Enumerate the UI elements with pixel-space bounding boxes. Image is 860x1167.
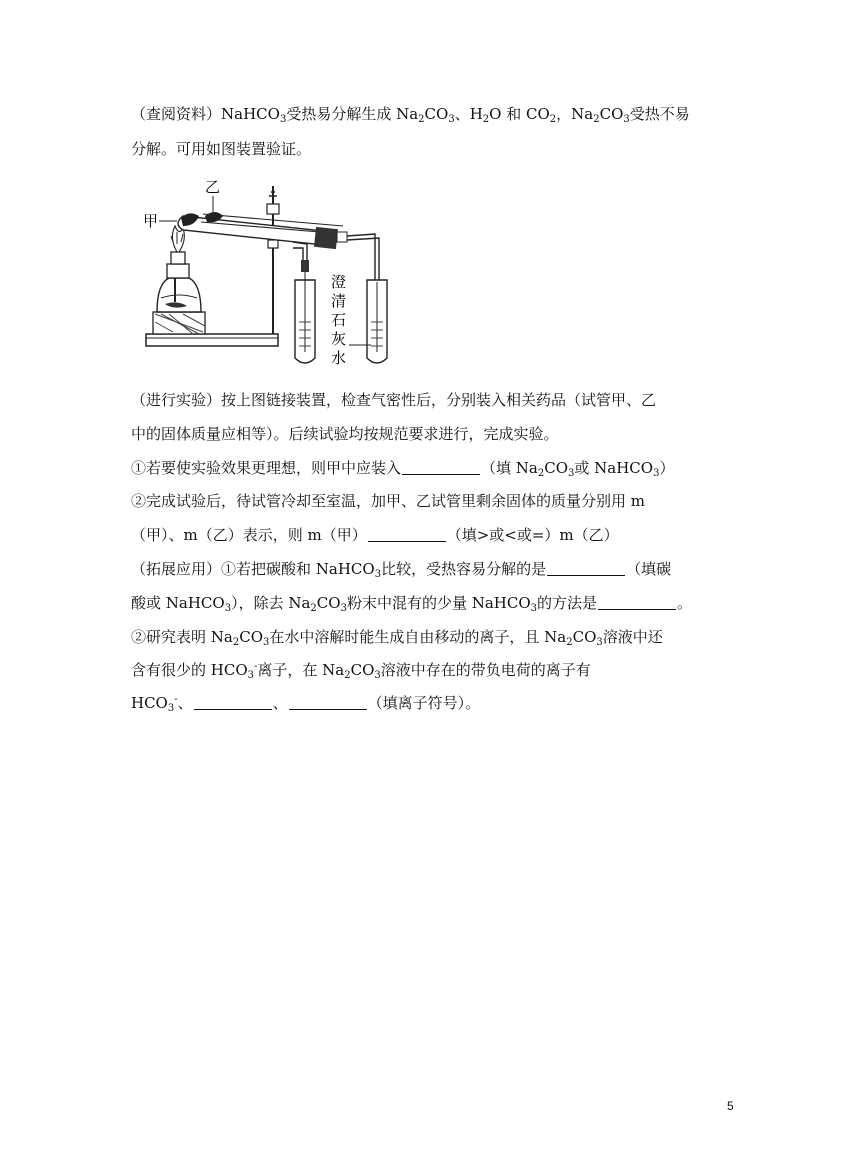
answer-blank-2[interactable] — [368, 527, 446, 542]
delivery-tube-left — [293, 242, 307, 262]
text: 含有很少的 HCO — [131, 661, 248, 679]
text: 比较，受热容易分解的是 — [381, 560, 547, 578]
text: 、H — [454, 105, 483, 123]
text: ，Na — [556, 105, 594, 123]
text: 中的固体质量应相等）。后续试验均按规范要求进行，完成实验。 — [131, 425, 559, 443]
text: ） — [659, 459, 675, 477]
subscript: 3 — [247, 670, 254, 681]
superscript: - — [254, 661, 258, 672]
text: 溶液中还 — [602, 628, 663, 646]
text: CO — [544, 459, 569, 477]
paragraph-line-3 — [131, 390, 656, 410]
subscript: 3 — [374, 569, 382, 580]
subscript: 3 — [653, 468, 660, 479]
subscript: 2 — [593, 114, 600, 125]
text: 受热易分解生成 Na — [286, 105, 419, 123]
page-number: 5 — [727, 1099, 734, 1113]
text: 酸或 NaHCO — [131, 594, 225, 612]
subscript: 2 — [232, 637, 240, 648]
question-1 — [131, 458, 674, 478]
text: （填离子符号）。 — [367, 694, 481, 712]
answer-blank-6[interactable] — [289, 695, 367, 710]
answer-blank-4[interactable] — [598, 595, 676, 610]
label-limewater-2: 清 — [331, 292, 347, 310]
label-limewater-1: 澄 — [331, 273, 347, 291]
text: 。 — [677, 594, 693, 612]
question-3-line-1 — [131, 559, 671, 579]
answer-blank-3[interactable] — [547, 561, 625, 576]
subscript: 3 — [530, 603, 538, 614]
question-4-line-2 — [131, 660, 591, 680]
text: 、 — [272, 694, 288, 712]
answer-blank-5[interactable] — [194, 695, 272, 710]
paragraph-line-4 — [131, 424, 559, 444]
subscript: 3 — [340, 603, 347, 614]
superscript: - — [174, 694, 178, 705]
text: CO — [350, 661, 375, 679]
question-4-line-3 — [131, 693, 480, 713]
text: CO — [599, 105, 624, 123]
text: 分解。可用如图装置验证。 — [131, 140, 312, 158]
subscript: 3 — [568, 468, 575, 479]
subscript: 2 — [310, 603, 317, 614]
text: （进行实验）按上图链接装置，检查气密性后，分别装入相关药品（试管甲、乙 — [131, 391, 657, 409]
question-4-line-1 — [131, 627, 663, 647]
text: ），除去 Na — [231, 594, 311, 612]
text: （填>或<或=）m（乙） — [446, 526, 619, 544]
text: 离子，在 Na — [257, 661, 345, 679]
paragraph-line-2 — [131, 139, 311, 159]
subscript: 3 — [224, 603, 232, 614]
subscript: 3 — [279, 114, 287, 125]
text: CO — [239, 628, 263, 646]
subscript: 2 — [549, 114, 557, 125]
apparatus-diagram — [143, 172, 398, 372]
text: 或 NaHCO — [574, 459, 654, 477]
question-3-line-2 — [131, 593, 692, 613]
delivery-tube-right — [347, 234, 375, 282]
subscript: 2 — [482, 114, 490, 125]
text: CO — [316, 594, 341, 612]
label-jia: 甲 — [143, 212, 159, 230]
subscript: 3 — [623, 114, 630, 125]
subscript: 3 — [167, 703, 175, 714]
subscript: 3 — [448, 114, 455, 125]
subscript: 3 — [263, 637, 270, 648]
text: 在水中溶解时能生成自由移动的离子，且 Na — [269, 628, 567, 646]
text: O 和 CO — [489, 105, 550, 123]
question-2-line-2 — [131, 525, 619, 545]
text: （甲）、m（乙）表示，则 m（甲） — [131, 526, 367, 544]
label-limewater-5: 水 — [331, 349, 347, 367]
text: 粉末中混有的少量 NaHCO — [346, 594, 531, 612]
text: （查阅资料）NaHCO — [131, 105, 280, 123]
stopper — [314, 227, 338, 249]
label-limewater-3: 石 — [331, 311, 347, 329]
subscript: 2 — [344, 670, 351, 681]
subscript: 3 — [596, 637, 603, 648]
text: （填 Na — [481, 459, 538, 477]
label-yi: 乙 — [205, 178, 221, 196]
paragraph-line-1 — [131, 104, 690, 124]
text: 的方法是 — [537, 594, 598, 612]
question-2-line-1 — [131, 491, 645, 511]
subscript: 3 — [374, 670, 381, 681]
subscript: 2 — [566, 637, 573, 648]
text: CO — [572, 628, 597, 646]
subscript: 2 — [537, 468, 545, 479]
answer-blank-1[interactable] — [402, 460, 480, 475]
text: ②完成试验后，待试管冷却至室温，加甲、乙试管里剩余固体的质量分别用 m — [131, 492, 645, 510]
text: （拓展应用）①若把碳酸和 NaHCO — [131, 560, 375, 578]
text: 受热不易 — [629, 105, 690, 123]
label-limewater-4: 灰 — [331, 330, 347, 348]
text: 溶液中存在的带负电荷的离子有 — [380, 661, 591, 679]
text: 、 — [177, 694, 193, 712]
text: CO — [424, 105, 449, 123]
stand-base — [146, 334, 278, 346]
text: ②研究表明 Na — [131, 628, 233, 646]
apparatus-figure — [143, 172, 398, 372]
text: HCO — [131, 694, 168, 712]
subscript: 2 — [418, 114, 425, 125]
text: （填碳 — [626, 560, 672, 578]
text: ①若要使实验效果更理想，则甲中应装入 — [131, 459, 402, 477]
